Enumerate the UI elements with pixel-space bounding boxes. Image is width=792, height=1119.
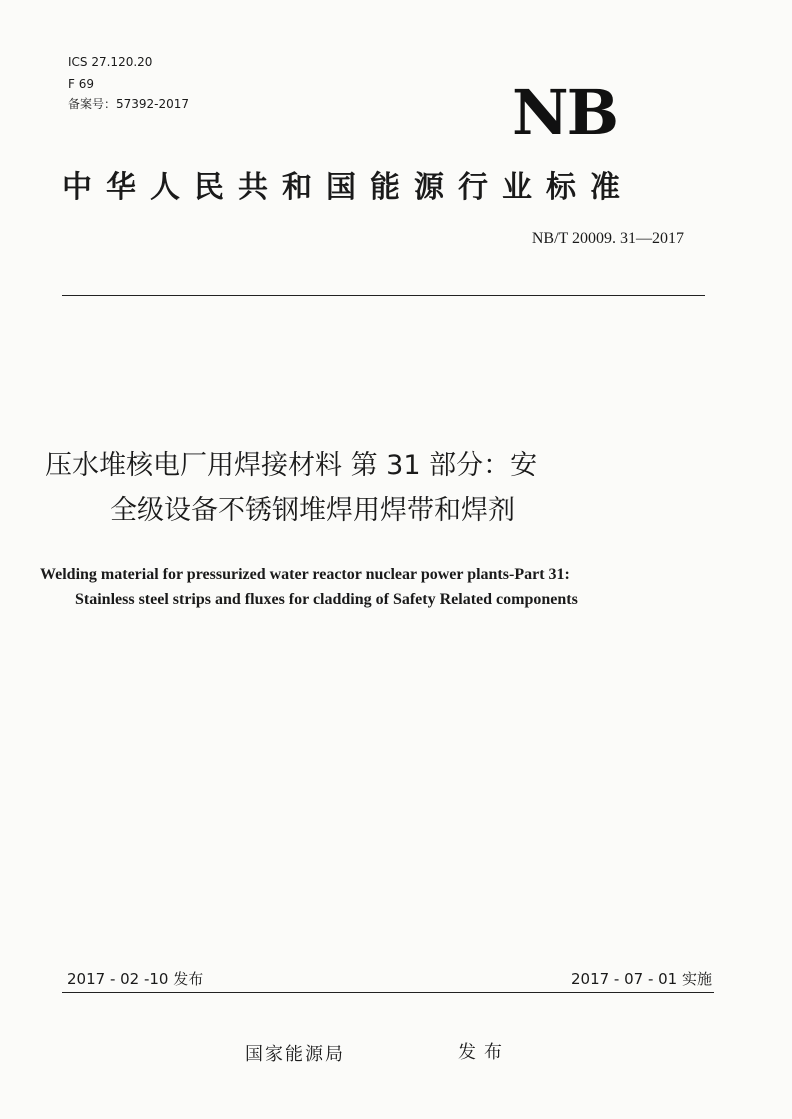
implementation-date: 2017 - 07 - 01 实施 [570,970,712,988]
classification-code: F 69 [68,77,94,91]
title-en-line-1: Welding material for pressurized water reactor nuclear power plants-Part 31: [40,566,570,583]
nb-logo: NB [512,76,618,149]
issuing-authority: 国家能源局 [245,1044,345,1065]
title-cn-line-1: 压水堆核电厂用焊接材料 第 31 部分：安 [45,450,538,481]
issue-date: 2017 - 02 -10 发布 [67,970,204,988]
title-en-line-2: Stainless steel strips and fluxes for cladding of Safety Related components [75,591,578,608]
footer-divider [62,992,714,993]
issue-label: 发布 [458,1042,510,1063]
record-number: 备案号：57392-2017 [68,97,190,111]
standard-number: NB/T 20009. 31—2017 [531,230,684,247]
ics-code: ICS 27.120.20 [68,55,153,69]
organization-title: 中华人民共和国能源行业标准 [62,170,634,205]
header-divider [62,295,705,296]
title-cn-line-2: 全级设备不锈钢堆焊用焊带和焊剂 [110,495,515,526]
